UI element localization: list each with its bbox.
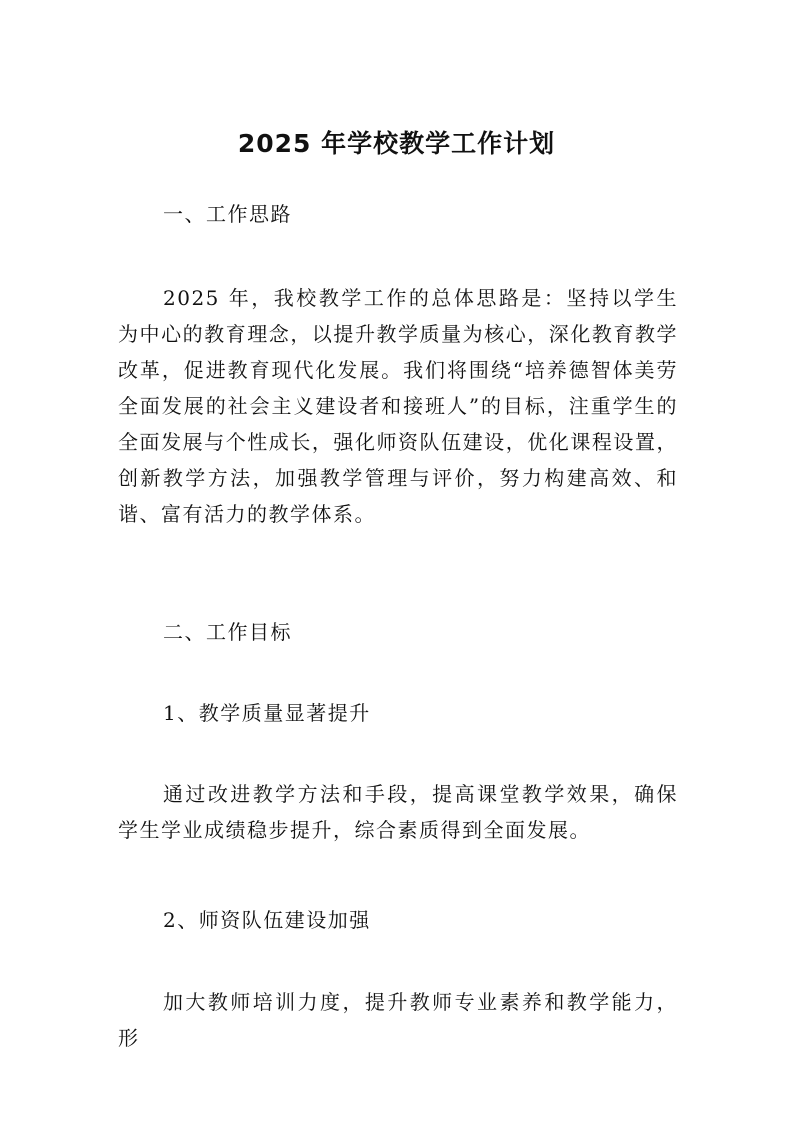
section-heading-work-approach: 一、工作思路 xyxy=(163,202,292,226)
section-heading-work-goals: 二、工作目标 xyxy=(163,620,292,644)
paragraph-teacher-team: 加大教师培训力度，提升教师专业素养和教学能力，形 xyxy=(118,990,678,1050)
paragraph-work-approach: 2025 年，我校教学工作的总体思路是：坚持以学生为中心的教育理念，以提升教学质量为核心，深化教育教学改革，促进教育现代化发展。我们将围绕“培养德智体美劳全面发展的社会主义建设者和接班人”的目标，注重学生的全面发展与个性成长，强化师资队伍建设，优化课程设置，创新教学方法，加强教学管理与评价，努力构建高效、和谐、富有活力的教学体系。 xyxy=(118,286,678,526)
document-title: 2025 年学校教学工作计划 xyxy=(237,129,556,158)
paragraph-teaching-quality: 通过改进教学方法和手段，提高课堂教学效果，确保学生学业成绩稳步提升，综合素质得到全面发展。 xyxy=(118,782,678,842)
subheading-teacher-team: 2、师资队伍建设加强 xyxy=(163,908,371,932)
subheading-teaching-quality: 1、教学质量显著提升 xyxy=(163,701,371,725)
